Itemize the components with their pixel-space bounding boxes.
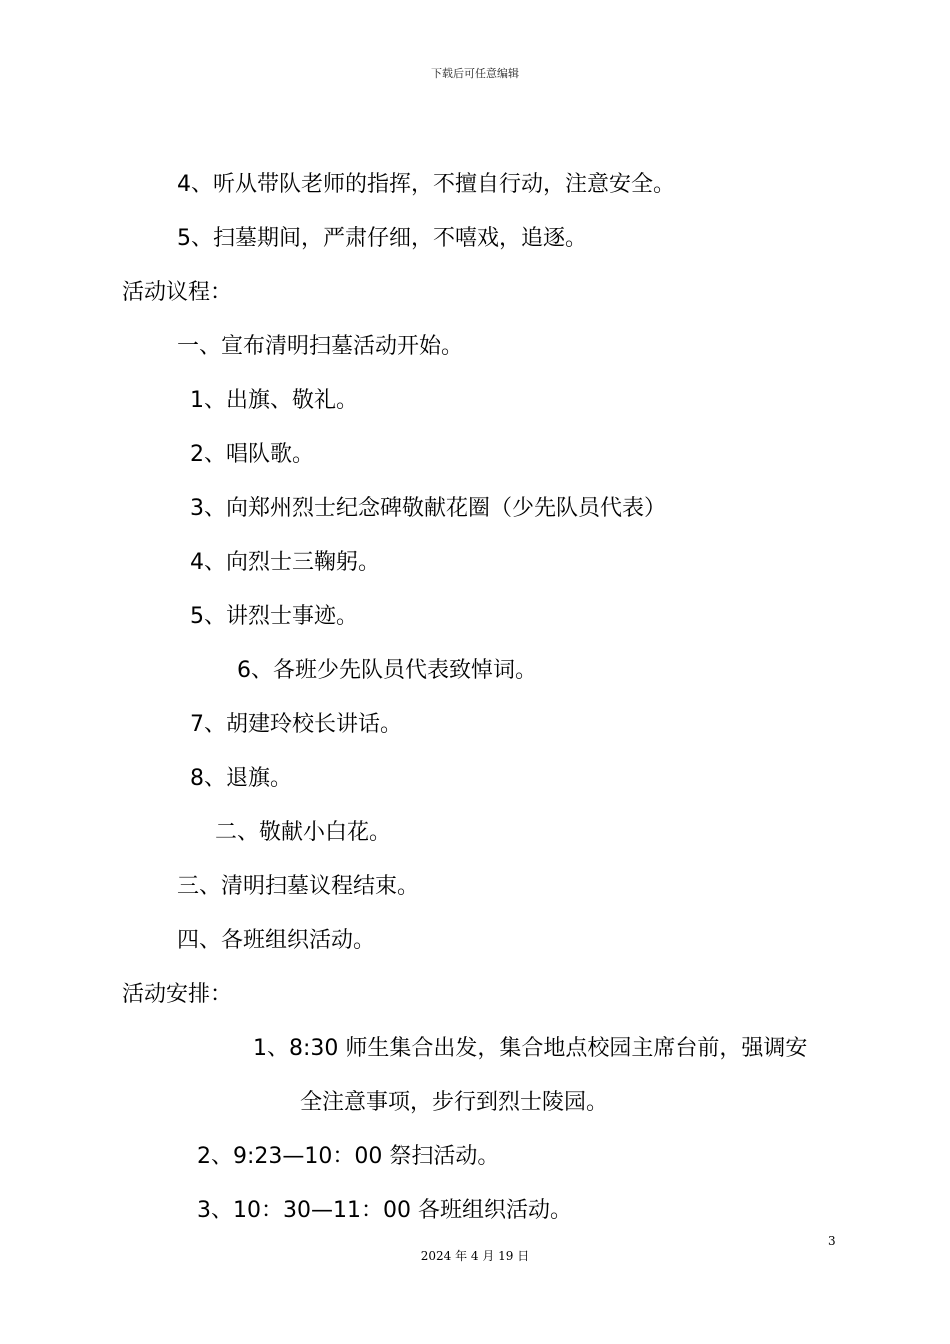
- text-line: 二、敬献小白花。: [215, 820, 392, 845]
- text-line: 四、各班组织活动。: [177, 928, 376, 953]
- section-heading: 活动安排：: [122, 982, 233, 1007]
- list-item: 3、10：30—11：00 各班组织活动。: [197, 1198, 572, 1223]
- list-item: 5、讲烈士事迹。: [190, 604, 358, 629]
- list-item: 8、退旗。: [190, 766, 292, 791]
- list-item: 1、8:30 师生集合出发，集合地点校园主席台前，强调安: [253, 1036, 808, 1061]
- text-line: 5、扫墓期间，严肃仔细，不嘻戏，追逐。: [177, 226, 587, 251]
- list-item: 3、向郑州烈士纪念碑敬献花圈（少先队员代表）: [190, 496, 666, 521]
- footer-date: 2024 年 4 月 19 日: [420, 1249, 530, 1263]
- text-line: 4、听从带队老师的指挥，不擅自行动，注意安全。: [177, 172, 675, 197]
- list-item: 1、出旗、敬礼。: [190, 388, 358, 413]
- page-header: 下载后可任意编辑: [431, 67, 519, 80]
- list-item: 2、9:23—10：00 祭扫活动。: [197, 1144, 500, 1169]
- list-item: 4、向烈士三鞠躬。: [190, 550, 380, 575]
- list-item: 2、唱队歌。: [190, 442, 314, 467]
- text-line: 一、宣布清明扫墓活动开始。: [177, 334, 464, 359]
- list-item: 6、各班少先队员代表致悼词。: [237, 658, 537, 683]
- list-item: 7、胡建玲校长讲话。: [190, 712, 402, 737]
- text-line: 三、清明扫墓议程结束。: [177, 874, 420, 899]
- page-number: 3: [828, 1234, 836, 1248]
- text-line: 全注意事项，步行到烈士陵园。: [300, 1090, 609, 1115]
- section-heading: 活动议程：: [122, 280, 233, 305]
